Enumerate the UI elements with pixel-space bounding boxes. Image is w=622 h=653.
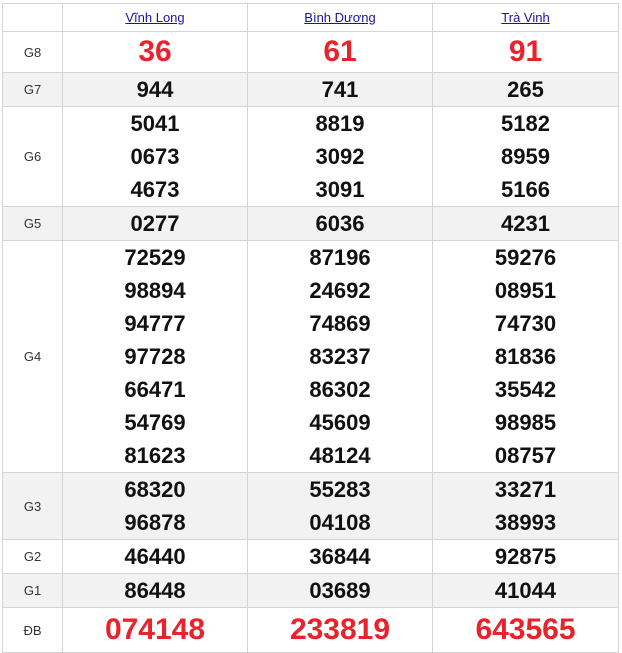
prize-cell (433, 473, 619, 540)
prize-cell (248, 207, 433, 241)
prize-label: G7 (3, 73, 63, 107)
prize-cell (248, 540, 433, 574)
prize-cell (433, 540, 619, 574)
prize-number: 3091 (315, 177, 365, 202)
prize-row-g3 (3, 473, 619, 540)
prize-cell (433, 241, 619, 473)
prize-number: 36844 (309, 544, 371, 569)
header-province-3 (433, 4, 619, 32)
header-province-2 (248, 4, 433, 32)
prize-row-g7 (3, 73, 619, 107)
prize-number: 4673 (130, 177, 180, 202)
prize-number: 741 (321, 77, 359, 102)
prize-cell (433, 574, 619, 608)
prize-number: 24692 (309, 278, 371, 303)
prize-number: 48124 (309, 443, 371, 468)
prize-number: 68320 (124, 477, 186, 502)
prize-number: 4231 (501, 211, 550, 236)
prize-number: 0277 (130, 211, 180, 236)
prize-label: G8 (3, 32, 63, 73)
prize-cell (63, 540, 248, 574)
prize-label: G5 (3, 207, 63, 241)
province-link-binh-duong[interactable]: Bình Dương (304, 9, 376, 25)
prize-number: 0673 (130, 144, 180, 169)
prize-cell (433, 32, 619, 73)
special-prize-number: 233819 (289, 613, 391, 646)
prize-cell (248, 241, 433, 473)
prize-cell (63, 207, 248, 241)
prize-cell (433, 73, 619, 107)
prize-number: 81836 (494, 344, 557, 369)
special-prize-number: 074148 (104, 613, 206, 646)
prize-number: 08951 (494, 278, 557, 303)
prize-cell (433, 107, 619, 207)
prize-label: G2 (3, 540, 63, 574)
prize-number: 74869 (309, 311, 371, 336)
prize-cell (63, 473, 248, 540)
prize-number: 8959 (501, 144, 550, 169)
prize-cell (433, 207, 619, 241)
province-link-vinh-long[interactable]: Vĩnh Long (125, 9, 185, 25)
prize-number: 5041 (130, 111, 180, 136)
prize-number: 36 (138, 35, 172, 68)
prize-number: 8819 (315, 111, 365, 136)
prize-number: 55283 (309, 477, 371, 502)
prize-number: 66471 (124, 377, 186, 402)
special-prize-number: 643565 (475, 613, 576, 646)
prize-number: 59276 (494, 245, 557, 270)
prize-number: 45609 (309, 410, 371, 435)
prize-number: 81623 (124, 443, 186, 468)
prize-number: 6036 (315, 211, 365, 236)
prize-row-g5 (3, 207, 619, 241)
header-corner (3, 4, 63, 32)
prize-number: 91 (508, 35, 543, 68)
prize-label: G4 (3, 241, 63, 473)
prize-cell (248, 574, 433, 608)
prize-number: 87196 (309, 245, 371, 270)
prize-row-g4 (3, 241, 619, 473)
prize-cell (248, 608, 433, 653)
prize-cell (433, 608, 619, 653)
prize-number: 98985 (494, 410, 557, 435)
prize-cell (248, 473, 433, 540)
prize-row-g6 (3, 107, 619, 207)
prize-cell (248, 73, 433, 107)
prize-label: G1 (3, 574, 63, 608)
prize-number: 265 (507, 77, 544, 102)
prize-number: 86302 (309, 377, 371, 402)
prize-number: 41044 (494, 578, 557, 603)
prize-number: 04108 (309, 510, 371, 535)
prize-cell (63, 574, 248, 608)
prize-cell (63, 73, 248, 107)
prize-number: 5166 (501, 177, 550, 202)
lottery-results-table (2, 3, 619, 653)
prize-label: G6 (3, 107, 63, 207)
prize-number: 08757 (494, 443, 557, 468)
prize-number: 03689 (309, 578, 371, 603)
prize-label: ĐB (3, 608, 63, 653)
prize-row-special (3, 608, 619, 653)
prize-row-g8 (3, 32, 619, 73)
prize-number: 92875 (494, 544, 557, 569)
prize-cell (63, 32, 248, 73)
prize-cell (63, 107, 248, 207)
prize-number: 3092 (315, 144, 365, 169)
prize-number: 74730 (494, 311, 557, 336)
prize-number: 944 (136, 77, 174, 102)
prize-cell (63, 241, 248, 473)
prize-cell (63, 608, 248, 653)
prize-row-g1 (3, 574, 619, 608)
header-row (3, 4, 619, 32)
prize-number: 35542 (494, 377, 557, 402)
prize-number: 97728 (124, 344, 186, 369)
prize-number: 38993 (494, 510, 557, 535)
prize-number: 98894 (124, 278, 186, 303)
prize-cell (248, 107, 433, 207)
header-province-1 (63, 4, 248, 32)
prize-number: 46440 (124, 544, 186, 569)
prize-number: 86448 (124, 578, 186, 603)
prize-cell (248, 32, 433, 73)
prize-number: 33271 (494, 477, 557, 502)
prize-number: 94777 (124, 311, 186, 336)
prize-number: 61 (323, 35, 357, 68)
prize-number: 72529 (124, 245, 186, 270)
prize-row-g2 (3, 540, 619, 574)
prize-number: 54769 (124, 410, 186, 435)
province-link-tra-vinh[interactable]: Trà Vinh (501, 9, 550, 25)
prize-number: 96878 (124, 510, 186, 535)
prize-label: G3 (3, 473, 63, 540)
prize-number: 83237 (309, 344, 371, 369)
prize-number: 5182 (501, 111, 550, 136)
